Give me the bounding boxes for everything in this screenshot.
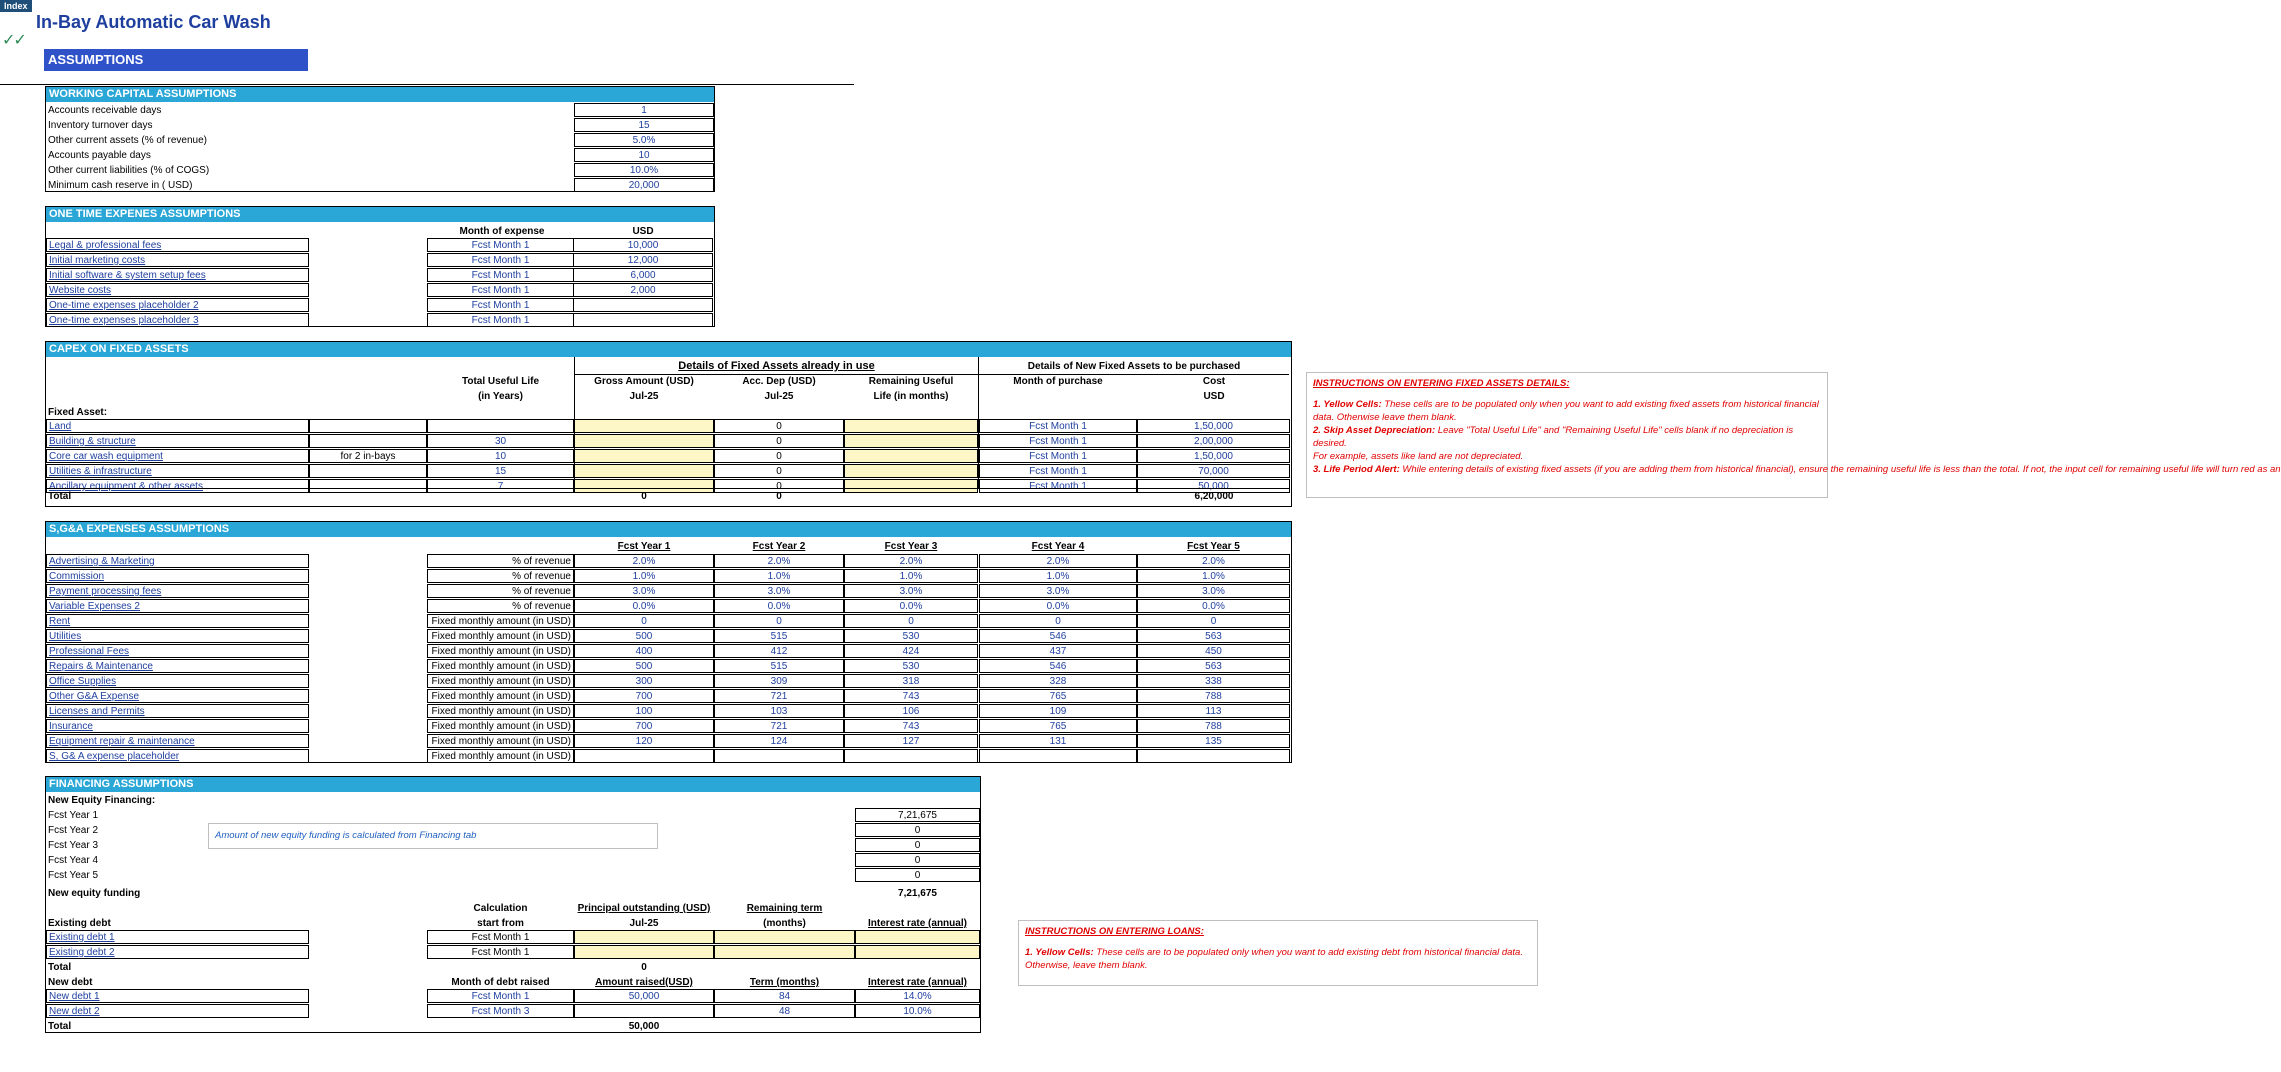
equity-year-label: Fcst Year 4: [48, 855, 99, 866]
sga-value-input[interactable]: 743: [844, 719, 978, 733]
sga-expense-link[interactable]: Professional Fees: [46, 644, 309, 658]
equity-year-value: 0: [855, 823, 980, 837]
remaining-term-input[interactable]: [714, 930, 855, 944]
sga-value-input[interactable]: 1.0%: [844, 569, 978, 583]
sga-expense-link[interactable]: Payment processing fees: [46, 584, 309, 598]
sga-value-input[interactable]: 2.0%: [1137, 554, 1290, 568]
sga-value-input[interactable]: [714, 749, 844, 763]
one-time-usd[interactable]: 6,000: [573, 268, 713, 282]
sga-value-input[interactable]: 2.0%: [574, 554, 714, 568]
sga-expense-link[interactable]: Repairs & Maintenance: [46, 659, 309, 673]
group-new-assets: Details of New Fixed Assets to be purchased: [979, 359, 1289, 375]
sga-value-input[interactable]: 3.0%: [844, 584, 978, 598]
sga-value-input[interactable]: 788: [1137, 719, 1290, 733]
acc-dep-value: 0: [714, 434, 844, 448]
capex-note-line-3: 3. Life Period Alert: While entering details of existing fixed assets (if you are adding them from historical financial), ensure the remaining useful life is less than the total. If not, the input cell for remaining useful life will turn red as an: [1313, 464, 2281, 475]
col-month-of-expense: Month of expense: [459, 226, 545, 237]
sga-value-input[interactable]: 400: [574, 644, 714, 658]
sga-basis[interactable]: Fixed monthly amount (in USD): [427, 749, 574, 763]
purchase-month-input[interactable]: Fcst Month 1: [979, 464, 1137, 478]
cost-input[interactable]: 50,000: [1137, 479, 1290, 493]
sga-section: [45, 521, 1292, 763]
sga-value-input[interactable]: 546: [979, 629, 1137, 643]
sga-value-input[interactable]: 124: [714, 734, 844, 748]
sga-value-input[interactable]: 0.0%: [844, 599, 978, 613]
capex-instructions: [1306, 372, 2281, 498]
wc-row-value[interactable]: 1: [574, 103, 714, 117]
equity-info-box: Amount of new equity funding is calculated from Financing tab: [208, 823, 658, 849]
sga-value-input[interactable]: 0.0%: [979, 599, 1137, 613]
index-badge[interactable]: Index: [0, 0, 32, 12]
sga-value-input[interactable]: 530: [844, 659, 978, 673]
col-interest: Interest rate (annual): [868, 918, 967, 929]
sga-value-input[interactable]: 0: [574, 614, 714, 628]
acc-dep-value: 0: [714, 419, 844, 433]
one-time-expense-link[interactable]: Legal & professional fees: [46, 238, 309, 252]
useful-life-input[interactable]: 7: [427, 479, 574, 493]
remaining-life-input[interactable]: [844, 464, 978, 478]
one-time-month[interactable]: Fcst Month 1: [427, 283, 574, 297]
gross-amount-input[interactable]: [574, 464, 714, 478]
one-time-expense-link[interactable]: Initial marketing costs: [46, 253, 309, 267]
fixed-asset-note: [309, 479, 427, 493]
capex-note-line-1: 1. Yellow Cells: These cells are to be populated only when you want to add existing fixed assets from historical financial data. Otherwise leave them blank.: [1313, 399, 1819, 423]
new-debt-label: New debt: [48, 977, 93, 988]
fixed-asset-note: [309, 464, 427, 478]
sga-value-input[interactable]: 2.0%: [979, 554, 1137, 568]
sga-value-input[interactable]: 530: [844, 629, 978, 643]
col-amount-raised: Amount raised(USD): [595, 977, 693, 988]
one-time-expense-link[interactable]: One-time expenses placeholder 2: [46, 298, 309, 312]
wc-row-label: Minimum cash reserve in ( USD): [48, 180, 193, 191]
new-debt-link[interactable]: New debt 1: [46, 989, 309, 1003]
purchase-month-input[interactable]: Fcst Month 1: [979, 449, 1137, 463]
equity-year-value: 7,21,675: [855, 808, 980, 822]
fixed-asset-link[interactable]: Ancillary equipment & other assets: [46, 479, 309, 493]
wc-row-label: Accounts receivable days: [48, 105, 162, 116]
sga-basis[interactable]: % of revenue: [427, 569, 574, 583]
col-month-purchase: Month of purchase: [1013, 376, 1103, 387]
existing-debt-link[interactable]: Existing debt 1: [46, 930, 309, 944]
useful-life-input[interactable]: 10: [427, 449, 574, 463]
sga-value-input[interactable]: 1.0%: [1137, 569, 1290, 583]
sga-expense-link[interactable]: S, G& A expense placeholder: [46, 749, 309, 763]
sga-expense-link[interactable]: Licenses and Permits: [46, 704, 309, 718]
sga-value-input[interactable]: 109: [979, 704, 1137, 718]
sga-basis[interactable]: Fixed monthly amount (in USD): [427, 644, 574, 658]
remaining-life-input[interactable]: [844, 449, 978, 463]
principal-input[interactable]: [574, 945, 714, 959]
capex-total-label: Total: [48, 491, 72, 502]
sga-expense-link[interactable]: Office Supplies: [46, 674, 309, 688]
col-term: Term (months): [749, 977, 820, 988]
col-rem-2: Life (in months): [873, 391, 949, 402]
principal-input[interactable]: [574, 930, 714, 944]
total-rule: [46, 488, 1290, 489]
fixed-asset-note: [309, 419, 427, 433]
sga-value-input[interactable]: 0: [979, 614, 1137, 628]
remaining-life-input[interactable]: [844, 434, 978, 448]
sga-value-input[interactable]: 412: [714, 644, 844, 658]
group-existing-assets: [574, 359, 979, 375]
equity-year-label: Fcst Year 1: [48, 810, 99, 821]
sga-value-input[interactable]: 0: [1137, 614, 1290, 628]
sga-value-input[interactable]: 3.0%: [1137, 584, 1290, 598]
sga-value-input[interactable]: 721: [714, 689, 844, 703]
loan-note-title: INSTRUCTIONS ON ENTERING LOANS:: [1025, 926, 1204, 937]
wc-row-value[interactable]: 10: [574, 148, 714, 162]
sga-basis[interactable]: % of revenue: [427, 599, 574, 613]
useful-life-input[interactable]: [427, 419, 574, 433]
sga-value-input[interactable]: 515: [714, 629, 844, 643]
sga-value-input[interactable]: 743: [844, 689, 978, 703]
sga-value-input[interactable]: 700: [574, 719, 714, 733]
wc-row-value[interactable]: 5.0%: [574, 133, 714, 147]
working-capital-section: [45, 86, 715, 192]
sga-year-header: Fcst Year 4: [1031, 541, 1085, 552]
sga-value-input[interactable]: [1137, 749, 1290, 763]
new-debt-amount[interactable]: [574, 1004, 714, 1018]
col-dep-1: Acc. Dep (USD): [742, 376, 816, 387]
sga-value-input[interactable]: 318: [844, 674, 978, 688]
sga-year-header: Fcst Year 2: [752, 541, 806, 552]
sga-value-input[interactable]: [844, 749, 978, 763]
new-debt-amount[interactable]: 50,000: [574, 989, 714, 1003]
fixed-asset-link[interactable]: Utilities & infrastructure: [46, 464, 309, 478]
sga-basis[interactable]: Fixed monthly amount (in USD): [427, 614, 574, 628]
one-time-usd[interactable]: [573, 298, 713, 312]
sga-value-input[interactable]: 500: [574, 629, 714, 643]
wc-row-value[interactable]: 15: [574, 118, 714, 132]
sga-basis[interactable]: Fixed monthly amount (in USD): [427, 719, 574, 733]
col-month-raised: Month of debt raised: [451, 977, 550, 988]
sga-basis[interactable]: Fixed monthly amount (in USD): [427, 734, 574, 748]
col-usd: USD: [632, 226, 654, 237]
section-header: CAPEX ON FIXED ASSETS: [46, 342, 1291, 357]
purchase-month-input[interactable]: Fcst Month 1: [979, 434, 1137, 448]
sga-basis[interactable]: Fixed monthly amount (in USD): [427, 659, 574, 673]
wc-row-label: Accounts payable days: [48, 150, 151, 161]
equity-year-value: 0: [855, 853, 980, 867]
sga-basis[interactable]: Fixed monthly amount (in USD): [427, 674, 574, 688]
remaining-life-input[interactable]: [844, 419, 978, 433]
new-equity-funding-value: 7,21,675: [898, 888, 937, 899]
gross-amount-input[interactable]: [574, 449, 714, 463]
one-time-month[interactable]: Fcst Month 1: [427, 253, 574, 267]
cost-input[interactable]: 1,50,000: [1137, 449, 1290, 463]
financing-section: [45, 776, 981, 1033]
sga-expense-link[interactable]: Commission: [46, 569, 309, 583]
existing-debt-start[interactable]: Fcst Month 1: [427, 930, 574, 944]
sga-value-input[interactable]: 300: [574, 674, 714, 688]
sga-value-input[interactable]: 721: [714, 719, 844, 733]
sga-value-input[interactable]: 131: [979, 734, 1137, 748]
col-calc-1: Calculation: [473, 903, 528, 914]
sga-value-input[interactable]: 0.0%: [574, 599, 714, 613]
col-remterm-2: (months): [763, 918, 806, 929]
group-existing-label: Details of Fixed Assets already in use: [678, 360, 875, 372]
sga-value-input[interactable]: 100: [574, 704, 714, 718]
section-header: FINANCING ASSUMPTIONS: [46, 777, 980, 792]
sga-value-input[interactable]: 563: [1137, 659, 1290, 673]
sga-basis[interactable]: % of revenue: [427, 554, 574, 568]
col-calc-2: start from: [477, 918, 524, 929]
col-rem-1: Remaining Useful: [868, 376, 954, 387]
col-principal-1: Principal outstanding (USD): [577, 903, 711, 914]
sga-year-header: Fcst Year 3: [884, 541, 938, 552]
fixed-asset-link[interactable]: Core car wash equipment: [46, 449, 309, 463]
sga-value-input[interactable]: 563: [1137, 629, 1290, 643]
one-time-month[interactable]: Fcst Month 1: [427, 268, 574, 282]
sga-value-input[interactable]: 338: [1137, 674, 1290, 688]
sga-value-input[interactable]: 0: [714, 614, 844, 628]
sga-value-input[interactable]: 765: [979, 719, 1137, 733]
sga-value-input[interactable]: 0.0%: [1137, 599, 1290, 613]
one-time-month[interactable]: Fcst Month 1: [427, 238, 574, 252]
new-debt-rate[interactable]: 10.0%: [855, 1004, 980, 1018]
new-debt-month[interactable]: Fcst Month 1: [427, 989, 574, 1003]
new-debt-term[interactable]: 48: [714, 1004, 855, 1018]
new-equity-financing-label: New Equity Financing:: [48, 795, 156, 806]
fixed-asset-link[interactable]: Land: [46, 419, 309, 433]
existing-debt-start[interactable]: Fcst Month 1: [427, 945, 574, 959]
new-total-label: Total: [48, 1021, 72, 1032]
fixed-asset-note: [309, 434, 427, 448]
sga-expense-link[interactable]: Advertising & Marketing: [46, 554, 309, 568]
sga-basis[interactable]: % of revenue: [427, 584, 574, 598]
sga-value-input[interactable]: 120: [574, 734, 714, 748]
sga-value-input[interactable]: 1.0%: [714, 569, 844, 583]
sga-year-header: Fcst Year 1: [617, 541, 671, 552]
equity-year-label: Fcst Year 3: [48, 840, 99, 851]
sga-year-header: Fcst Year 5: [1187, 541, 1240, 552]
sga-expense-link[interactable]: Utilities: [46, 629, 309, 643]
col-cost-1: Cost: [1202, 376, 1226, 387]
capex-section: [45, 341, 1292, 507]
capex-total-cost: 6,20,000: [1194, 491, 1234, 502]
one-time-usd[interactable]: 12,000: [573, 253, 713, 267]
equity-year-label: Fcst Year 2: [48, 825, 99, 836]
gross-amount-input[interactable]: [574, 434, 714, 448]
sga-value-input[interactable]: 135: [1137, 734, 1290, 748]
col-life-2: (in Years): [478, 391, 523, 402]
sga-value-input[interactable]: 3.0%: [714, 584, 844, 598]
one-time-usd[interactable]: 10,000: [573, 238, 713, 252]
purchase-month-input[interactable]: Fcst Month 1: [979, 479, 1137, 493]
existing-debt-link[interactable]: Existing debt 2: [46, 945, 309, 959]
sga-expense-link[interactable]: Other G&A Expense: [46, 689, 309, 703]
col-gross-2: Jul-25: [629, 391, 659, 402]
sga-value-input[interactable]: 546: [979, 659, 1137, 673]
sga-value-input[interactable]: 103: [714, 704, 844, 718]
one-time-month[interactable]: Fcst Month 1: [427, 298, 574, 312]
existing-debt-label: Existing debt: [48, 918, 111, 929]
one-time-usd[interactable]: [573, 313, 713, 327]
capex-note-line-2: 2. Skip Asset Depreciation: Leave "Total Useful Life" and "Remaining Useful Life" cells blank if no depreciation is desired.: [1313, 425, 1794, 449]
sga-value-input[interactable]: 106: [844, 704, 978, 718]
section-header: ONE TIME EXPENES ASSUMPTIONS: [46, 207, 714, 222]
sga-value-input[interactable]: 437: [979, 644, 1137, 658]
loan-note-line-1: 1. Yellow Cells: These cells are to be populated only when you want to add existing debt from historical financial data. Otherwise, leave them blank.: [1025, 947, 1523, 971]
new-debt-term[interactable]: 84: [714, 989, 855, 1003]
sga-expense-link[interactable]: Insurance: [46, 719, 309, 733]
gross-amount-input[interactable]: [574, 419, 714, 433]
sga-value-input[interactable]: 424: [844, 644, 978, 658]
sga-value-input[interactable]: 127: [844, 734, 978, 748]
col-interest-2: Interest rate (annual): [868, 977, 967, 988]
sga-expense-link[interactable]: Rent: [46, 614, 309, 628]
wc-row-value[interactable]: 20,000: [574, 178, 714, 192]
wc-row-label: Other current liabilities (% of COGS): [48, 165, 210, 176]
sga-value-input[interactable]: 3.0%: [979, 584, 1137, 598]
capex-total-gross: 0: [641, 491, 647, 502]
section-header: WORKING CAPITAL ASSUMPTIONS: [46, 87, 714, 102]
col-cost-2: USD: [1203, 391, 1225, 402]
sheet-title: ASSUMPTIONS: [44, 49, 308, 71]
new-equity-funding-label: New equity funding: [48, 888, 141, 899]
cost-input[interactable]: 1,50,000: [1137, 419, 1290, 433]
sga-expense-link[interactable]: Equipment repair & maintenance: [46, 734, 309, 748]
one-time-expense-link[interactable]: Website costs: [46, 283, 309, 297]
fixed-asset-label: Fixed Asset:: [48, 407, 108, 418]
new-debt-link[interactable]: New debt 2: [46, 1004, 309, 1018]
wc-row-label: Other current assets (% of revenue): [48, 135, 207, 146]
remaining-term-input[interactable]: [714, 945, 855, 959]
useful-life-input[interactable]: 15: [427, 464, 574, 478]
sga-basis[interactable]: Fixed monthly amount (in USD): [427, 704, 574, 718]
new-debt-rate[interactable]: 14.0%: [855, 989, 980, 1003]
useful-life-input[interactable]: 30: [427, 434, 574, 448]
existing-total: 0: [641, 962, 647, 973]
one-time-expenses-section: [45, 206, 715, 327]
one-time-month[interactable]: Fcst Month 1: [427, 313, 574, 327]
sga-value-input[interactable]: 328: [979, 674, 1137, 688]
section-header: S,G&A EXPENSES ASSUMPTIONS: [46, 522, 1291, 537]
sga-value-input[interactable]: 500: [574, 659, 714, 673]
one-time-expense-link[interactable]: One-time expenses placeholder 3: [46, 313, 309, 327]
sga-value-input[interactable]: 1.0%: [574, 569, 714, 583]
col-life-1: Total Useful Life: [461, 376, 540, 387]
purchase-month-input[interactable]: Fcst Month 1: [979, 419, 1137, 433]
equity-year-value: 0: [855, 868, 980, 882]
acc-dep-value: 0: [714, 449, 844, 463]
sga-value-input[interactable]: 515: [714, 659, 844, 673]
new-debt-month[interactable]: Fcst Month 3: [427, 1004, 574, 1018]
existing-interest-input[interactable]: [855, 945, 980, 959]
remaining-life-input[interactable]: [844, 479, 978, 493]
existing-interest-input[interactable]: [855, 930, 980, 944]
cost-input[interactable]: 2,00,000: [1137, 434, 1290, 448]
fixed-asset-link[interactable]: Building & structure: [46, 434, 309, 448]
capex-note-line-2b: For example, assets like land are not depreciated.: [1313, 451, 1524, 462]
sga-value-input[interactable]: 309: [714, 674, 844, 688]
sga-value-input[interactable]: 1.0%: [979, 569, 1137, 583]
cost-input[interactable]: 70,000: [1137, 464, 1290, 478]
acc-dep-value: 0: [714, 479, 844, 493]
sga-value-input[interactable]: 2.0%: [844, 554, 978, 568]
sga-value-input[interactable]: 788: [1137, 689, 1290, 703]
acc-dep-value: 0: [714, 464, 844, 478]
app-title: In-Bay Automatic Car Wash: [36, 12, 271, 32]
sga-value-input[interactable]: [574, 749, 714, 763]
sga-value-input[interactable]: 450: [1137, 644, 1290, 658]
loan-instructions: [1018, 920, 1538, 986]
col-principal-2: Jul-25: [629, 918, 659, 929]
sga-basis[interactable]: Fixed monthly amount (in USD): [427, 689, 574, 703]
capex-note-title: INSTRUCTIONS ON ENTERING FIXED ASSETS DETAILS:: [1313, 378, 1570, 389]
sga-value-input[interactable]: 0: [844, 614, 978, 628]
col-dep-2: Jul-25: [764, 391, 794, 402]
capex-total-dep: 0: [776, 491, 782, 502]
col-gross-1: Gross Amount (USD): [594, 376, 694, 387]
sga-expense-link[interactable]: Variable Expenses 2: [46, 599, 309, 613]
sga-value-input[interactable]: 3.0%: [574, 584, 714, 598]
sga-value-input[interactable]: 2.0%: [714, 554, 844, 568]
col-remterm-1: Remaining term: [746, 903, 823, 914]
fixed-asset-note: for 2 in-bays: [309, 449, 427, 463]
wc-row-label: Inventory turnover days: [48, 120, 153, 131]
sga-value-input[interactable]: [979, 749, 1137, 763]
equity-year-label: Fcst Year 5: [48, 870, 99, 881]
sga-value-input[interactable]: 765: [979, 689, 1137, 703]
new-total: 50,000: [628, 1021, 660, 1032]
sga-value-input[interactable]: 700: [574, 689, 714, 703]
sga-value-input[interactable]: 113: [1137, 704, 1290, 718]
sga-basis[interactable]: Fixed monthly amount (in USD): [427, 629, 574, 643]
existing-total-label: Total: [48, 962, 72, 973]
equity-year-value: 0: [855, 838, 980, 852]
sga-value-input[interactable]: 0.0%: [714, 599, 844, 613]
divider: [0, 84, 854, 85]
check-icon: ✓✓: [2, 32, 25, 49]
wc-row-value[interactable]: 10.0%: [574, 163, 714, 177]
one-time-expense-link[interactable]: Initial software & system setup fees: [46, 268, 309, 282]
one-time-usd[interactable]: 2,000: [573, 283, 713, 297]
